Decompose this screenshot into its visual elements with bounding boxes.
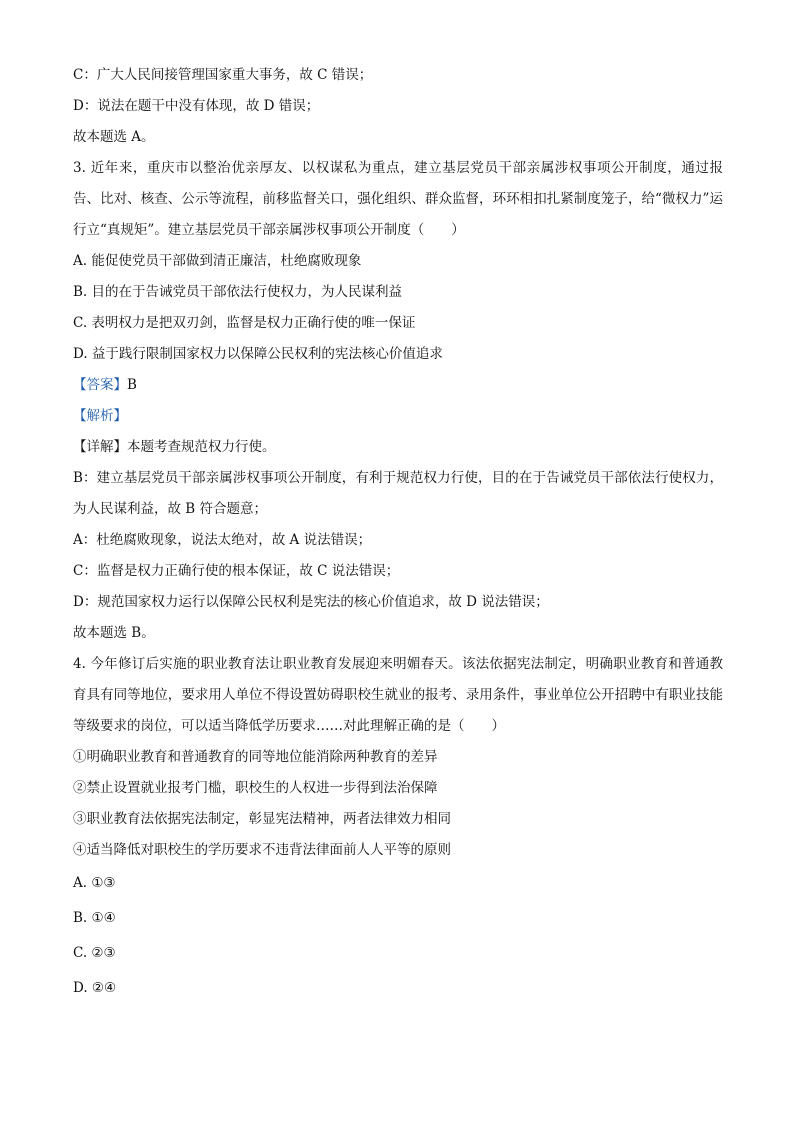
question-3-detail [73,432,723,463]
detail-label: 【详解】 [73,439,127,455]
question-4-statement-3: ③职业教育法依据宪法制定，彰显宪法精神，两者法律效力相同 [73,811,451,827]
question-4-statement-4: ④适当降低对职校生的学历要求不违背法律面前人人平等的原则 [73,842,451,858]
question-3-option-c: C. 表明权力是把双刃剑，监督是权力正确行使的唯一保证 [73,315,416,331]
question-3-option-b: B. 目的在于告诫党员干部依法行使权力，为人民谋利益 [73,284,403,300]
question-4-statement-2: ②禁止设置就业报考门槛，职校生的人权进一步得到法治保障 [73,780,438,796]
analysis-label: 【解析】 [73,408,127,424]
question-4-option-b: B. ①④ [73,910,116,926]
question-4-options [73,866,723,1006]
answer-label: 【答案】 [73,377,127,393]
question-3-option-d: D. 益于践行限制国家权力以保障公民权利的宪法核心价值追求 [73,346,443,362]
prev-explanation-d: D：说法在题干中没有体现，故 D 错误； [73,98,320,114]
question-4-option-d: D. ②④ [73,980,117,996]
question-3-conclusion: 故本题选 B。 [73,625,155,641]
question-4-stem: 4. 今年修订后实施的职业教育法让职业教育发展迎来明媚春天。该法依据宪法制定，明确职业教育和普通教育具有同等地位，要求用人单位不得设置妨碍职校生就业的报考、录用条件，事业单位公开招聘中有职业技能等级要求的岗位，可以适当降低学历要求……对此理解正确的是（ ） [73,656,723,734]
question-3-stem: 3. 近年来，重庆市以整治优亲厚友、以权谋私为重点，建立基层党员干部亲属涉权事项公开制度，通过报告、比对、核查、公示等流程，前移监督关口，强化组织、群众监督，环环相扣扎紧制度笼子，给“微权力”运行立“真规矩”。建立基层党员干部亲属涉权事项公开制度（ ） [73,160,723,238]
prev-conclusion: 故本题选 A。 [73,129,155,145]
prev-explanation-c: C：广大人民间接管理国家重大事务，故 C 错误； [73,67,373,83]
question-4-option-a: A. ①③ [73,875,116,891]
question-3-analysis [73,401,723,432]
question-3-explanation-c: C：监督是权力正确行使的根本保证，故 C 说法错误； [73,563,400,579]
question-3-answer [73,370,723,401]
question-3-explanation-d: D：规范国家权力运行以保障公民权利是宪法的核心价值追求，故 D 说法错误； [73,594,549,610]
question-4-statement-1: ①明确职业教育和普通教育的同等地位能消除两种教育的差异 [73,749,438,765]
detail-text: 本题考查规范权力行使。 [127,439,276,455]
question-3-option-a: A. 能促使党员干部做到清正廉洁，杜绝腐败现象 [73,253,362,269]
question-4-option-c: C. ②③ [73,945,116,961]
question-3-explanation-b: B：建立基层党员干部亲属涉权事项公开制度，有利于规范权力行使，目的在于告诫党员干部依法行使权力，为人民谋利益，故 B 符合题意； [73,470,723,517]
answer-value: B [127,377,137,393]
question-3-explanation-a: A：杜绝腐败现象，说法太绝对，故 A 说法错误； [73,532,372,548]
document-page [73,60,723,1006]
